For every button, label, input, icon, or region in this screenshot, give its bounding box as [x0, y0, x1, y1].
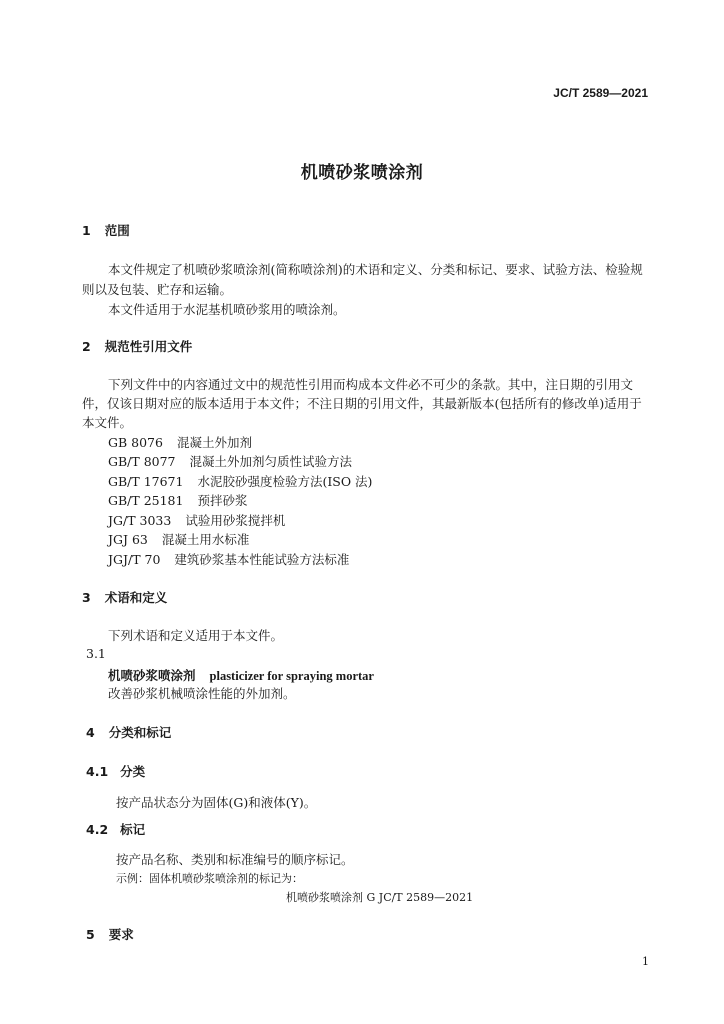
ref-title: 水泥胶砂强度检验方法(ISO 法) — [197, 474, 373, 489]
section-title: 规范性引用文件 — [104, 339, 193, 354]
ref-title: 预拌砂浆 — [197, 493, 248, 508]
term-english: plasticizer for spraying mortar — [209, 669, 374, 683]
marking-example: 示例：固体机喷砂浆喷涂剂的标记为： — [116, 872, 303, 885]
standard-number: JC/T 2589—2021 — [553, 86, 648, 100]
subsection-number: 4.1 — [86, 764, 109, 779]
ref-item — [108, 452, 352, 470]
subsection-title: 分类 — [120, 764, 146, 779]
refs-intro-line1: 下列文件中的内容通过文中的规范性引用而构成本文件必不可少的条款。其中，注日期的引用文 — [108, 377, 634, 392]
section-title: 范围 — [104, 223, 130, 238]
section-title: 分类和标记 — [108, 725, 172, 740]
term-entry — [108, 665, 374, 684]
terms-intro: 下列术语和定义适用于本文件。 — [108, 628, 284, 643]
ref-item — [108, 472, 372, 490]
section-number: 1 — [82, 223, 91, 238]
subsection-title: 标记 — [120, 822, 146, 837]
ref-item — [108, 511, 285, 529]
subsection-number: 4.2 — [86, 822, 109, 837]
ref-code: JGJ/T 70 — [108, 552, 161, 567]
section-5-heading — [86, 925, 134, 943]
term-number: 3.1 — [86, 646, 106, 661]
section-number: 3 — [82, 590, 91, 605]
section-number: 4 — [86, 725, 95, 740]
ref-code: JGJ 63 — [108, 532, 148, 547]
section-title: 术语和定义 — [104, 590, 168, 605]
ref-code: GB/T 8077 — [108, 454, 176, 469]
ref-title: 建筑砂浆基本性能试验方法标准 — [174, 552, 350, 567]
document-title: 机喷砂浆喷涂剂 — [300, 163, 424, 183]
section-2-heading — [82, 337, 192, 355]
section-number: 2 — [82, 339, 91, 354]
ref-item — [108, 491, 247, 509]
section-4-heading — [86, 723, 171, 741]
ref-item — [108, 530, 249, 548]
scope-para-line1: 本文件规定了机喷砂浆喷涂剂(简称喷涂剂)的术语和定义、分类和标记、要求、试验方法、检验规 — [108, 262, 643, 277]
ref-title: 试验用砂浆搅拌机 — [185, 513, 286, 528]
scope-para2: 本文件适用于水泥基机喷砂浆用的喷涂剂。 — [108, 302, 346, 317]
subsection-4-2-heading — [86, 820, 145, 838]
classification-text: 按产品状态分为固体(G)和液体(Y)。 — [116, 795, 317, 810]
ref-code: GB 8076 — [108, 435, 163, 450]
ref-code: GB/T 17671 — [108, 474, 184, 489]
ref-title: 混凝土用水标准 — [161, 532, 250, 547]
section-3-heading — [82, 588, 167, 606]
marking-example-value: 机喷砂浆喷涂剂 G JC/T 2589—2021 — [286, 891, 474, 904]
subsection-4-1-heading — [86, 762, 145, 780]
refs-intro-line3: 本文件。 — [82, 415, 133, 430]
section-title: 要求 — [108, 927, 134, 942]
term-definition: 改善砂浆机械喷涂性能的外加剂。 — [108, 686, 296, 701]
ref-item — [108, 433, 252, 451]
ref-code: JG/T 3033 — [108, 513, 172, 528]
ref-code: GB/T 25181 — [108, 493, 184, 508]
ref-item — [108, 550, 349, 568]
ref-title: 混凝土外加剂 — [176, 435, 252, 450]
page-number: 1 — [642, 955, 649, 968]
section-1-heading — [82, 221, 130, 239]
scope-para-line2: 则以及包装、贮存和运输。 — [82, 282, 233, 297]
ref-title: 混凝土外加剂匀质性试验方法 — [189, 454, 353, 469]
marking-text: 按产品名称、类别和标准编号的顺序标记。 — [116, 852, 354, 867]
refs-intro-line2: 件，仅该日期对应的版本适用于本文件；不注日期的引用文件，其最新版本(包括所有的修改单)适用于 — [82, 396, 642, 411]
term-chinese: 机喷砂浆喷涂剂 — [108, 668, 196, 683]
section-number: 5 — [86, 927, 95, 942]
